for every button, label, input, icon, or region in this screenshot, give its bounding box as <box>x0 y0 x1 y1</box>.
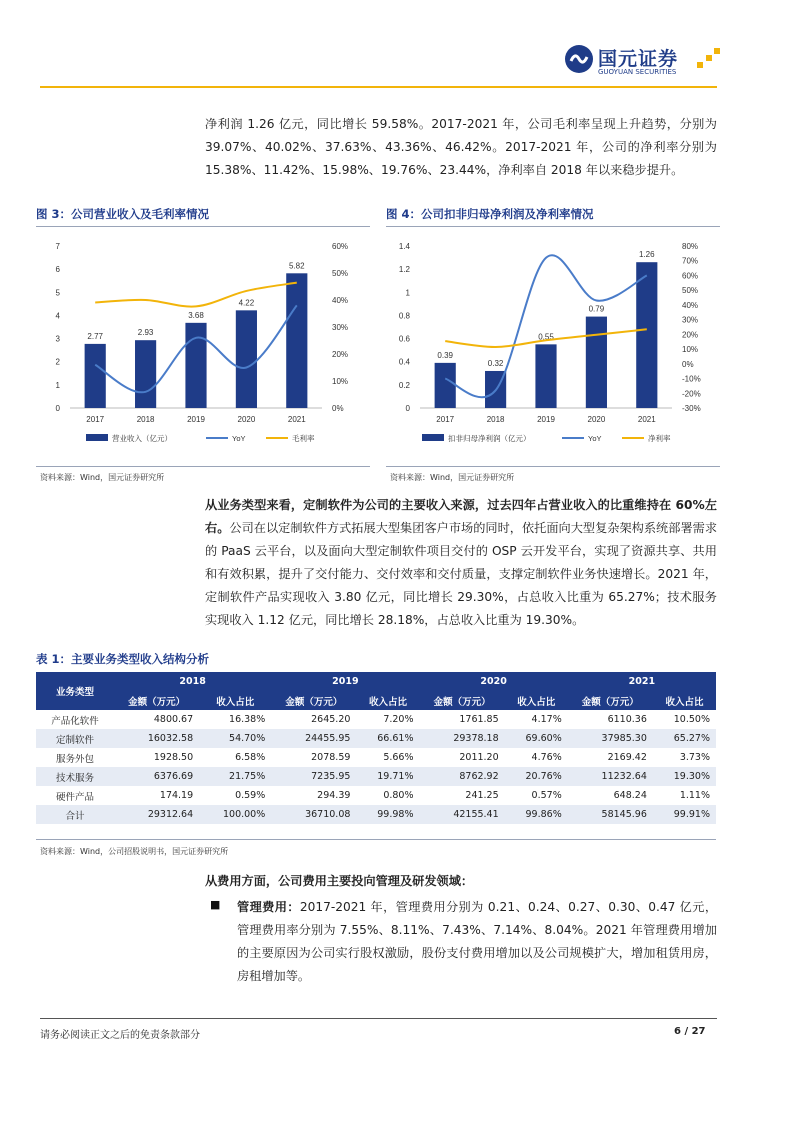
y2-tick-label: 20% <box>682 330 699 340</box>
table-cell: 29312.64 <box>114 805 199 824</box>
bar-data-label: 0.32 <box>487 358 504 368</box>
table-year-header: 2018 <box>114 672 271 691</box>
bar <box>535 344 556 408</box>
y-tick-label: 7 <box>55 242 60 251</box>
table-cell: 16.38% <box>229 714 266 725</box>
y2-tick-label: 50% <box>332 269 349 278</box>
expense-bullet-text <box>237 896 717 988</box>
legend-yoy-label: YoY <box>588 434 602 443</box>
table-row-label: 服务外包 <box>55 753 94 765</box>
y2-tick-label: 10% <box>682 345 699 355</box>
y2-tick-label: 80% <box>682 242 699 251</box>
bar-data-label: 0.39 <box>437 350 453 360</box>
y-tick-label: 0 <box>405 404 410 413</box>
bullet-square-icon: ■ <box>210 898 221 911</box>
table-cell: 7.20% <box>383 714 414 725</box>
table-cell: 2645.20 <box>311 714 351 725</box>
bar <box>135 340 156 408</box>
table-cell: 99.86% <box>505 805 568 824</box>
figure3-title-rule <box>36 226 370 227</box>
legend-margin-label: 毛利率 <box>292 434 315 443</box>
table-row-label: 定制软件 <box>36 729 114 748</box>
table-cell: 58145.96 <box>568 805 653 824</box>
legend-bar-label: 扣非归母净利润（亿元） <box>448 434 531 443</box>
figure3-source: 资料来源：Wind，国元证券研究所 <box>40 473 165 482</box>
legend-margin-label: 净利率 <box>648 434 671 443</box>
page-number: 6 / 27 <box>674 1026 706 1037</box>
bar-data-label: 2.93 <box>137 328 154 338</box>
table1-bottom-rule <box>36 839 716 840</box>
table-row-label: 合计 <box>36 805 114 824</box>
bar <box>85 344 106 408</box>
table-cell: 4.17% <box>531 714 562 725</box>
y-tick-label: 1.4 <box>398 242 410 251</box>
figure3-bottom-rule <box>36 466 370 467</box>
table-row <box>36 805 716 824</box>
header <box>0 0 793 90</box>
table-subheader: 收入占比 <box>199 691 271 710</box>
header-rule <box>40 86 717 88</box>
table-cell: 36710.08 <box>271 805 356 824</box>
y2-tick-label: 10% <box>332 377 349 386</box>
logo-icon <box>564 44 594 74</box>
table-row-label: 硬件产品 <box>55 791 94 803</box>
y-tick-label: 6 <box>55 265 60 275</box>
table-cell: 2078.59 <box>311 752 351 763</box>
table-subheader: 收入占比 <box>653 691 716 710</box>
table-cell: 174.19 <box>159 790 194 801</box>
legend-bar-swatch <box>86 434 108 441</box>
table-cell: 6110.36 <box>607 714 647 725</box>
y-tick-label: 1 <box>405 288 410 298</box>
figure4-bottom-rule <box>386 466 720 467</box>
x-tick-label: 2021 <box>287 415 306 424</box>
table-cell: 7235.95 <box>271 767 356 786</box>
y-tick-label: 3 <box>55 334 60 344</box>
table-subheader: 金额（万元） <box>568 691 653 710</box>
y2-tick-label: 40% <box>682 300 699 310</box>
y-tick-label: 0.8 <box>398 311 410 321</box>
table-cell: 5.66% <box>383 752 414 763</box>
y-tick-label: 0 <box>55 404 60 413</box>
figure4-source: 资料来源：Wind，国元证券研究所 <box>390 473 515 482</box>
bar <box>586 317 607 408</box>
table-row-label: 技术服务 <box>36 767 114 786</box>
bar-data-label: 1.26 <box>639 250 655 260</box>
bar-data-label: 0.55 <box>538 332 554 342</box>
table-cell: 66.61% <box>356 729 419 748</box>
table-corner-header: 业务类型 <box>36 672 114 710</box>
bar <box>636 262 657 408</box>
table-cell: 19.71% <box>356 767 419 786</box>
y-tick-label: 0.2 <box>398 380 410 390</box>
y2-tick-label: 0% <box>332 404 344 413</box>
x-tick-label: 2019 <box>187 415 205 424</box>
business-paragraph-bold: 从业务类型来看，定制软件为公司的主要收入来源，过去四年占营业收入的比重维持在 60%左右。 <box>205 498 717 535</box>
table-cell: 16032.58 <box>114 729 199 748</box>
y-tick-label: 1 <box>55 380 60 390</box>
x-tick-label: 2019 <box>537 415 555 424</box>
table-cell: 4800.67 <box>153 714 194 725</box>
table1-source: 资料来源：Wind，公司招股说明书，国元证券研究所 <box>40 847 229 856</box>
business-paragraph-text: 公司在以定制软件方式拓展大型集团客户市场的同时，依托面向大型复杂架构系统部署需求的 PaaS 云平台，以及面向大型定制软件项目交付的 OSP 云开发平台，实现了资源共享、共用和有效积累，提升了交付能力、交付效率和交付质量，支撑定制软件业务快速增长。2021 年，定制软件产品实现收入 3.80 亿元，同比增长 29.30%，占总收入比重为 65.27%；技术服务实现收入 1.12 亿元，同比增长 28.18%，占总收入比重为 19.30%。 <box>205 521 718 627</box>
margin-series-line <box>95 283 297 307</box>
table-year-header: 2019 <box>271 672 419 691</box>
table-subheader: 金额（万元） <box>420 691 505 710</box>
y2-tick-label: 30% <box>682 315 699 325</box>
figure4-title-rule <box>386 226 720 227</box>
intro-paragraph: 净利润 1.26 亿元，同比增长 59.58%。2017-2021 年，公司毛利率呈现上升趋势，分别为 39.07%、40.02%、37.63%、43.36%、46.42%。2017-2021 年，公司的净利率分别为 15.38%、11.42%、15.98%、19.76%、23.44%，净利率自 2018 年以来稳步提升。 <box>205 117 717 177</box>
x-tick-label: 2021 <box>637 415 656 424</box>
table-cell: 0.59% <box>235 790 266 801</box>
table-cell: 99.91% <box>653 805 716 824</box>
table1-title: 表 1：主要业务类型收入结构分析 <box>36 652 210 666</box>
business-revenue-table <box>36 672 716 824</box>
bar <box>236 310 257 408</box>
table-cell: 0.80% <box>383 790 414 801</box>
y2-tick-label: 0% <box>682 359 694 369</box>
y2-tick-label: 40% <box>332 296 349 305</box>
y2-tick-label: 60% <box>682 271 699 281</box>
expense-bullet-body: 2017-2021 年，管理费用分别为 0.21、0.24、0.27、0.30、0.47 亿元，管理费用率分别为 7.55%、8.11%、7.43%、7.14%、8.04%。2021 年管理费用增加的主要原因为公司实行股权激励，股份支付费用增加以及公司规模扩大，增加租赁用房，房租增加等。 <box>237 900 718 983</box>
y-tick-label: 1.2 <box>398 265 410 275</box>
bar-data-label: 0.79 <box>588 304 605 314</box>
table-cell: 2011.20 <box>459 752 499 763</box>
bar <box>185 323 206 408</box>
y2-tick-label: -10% <box>682 374 701 384</box>
table-cell: 3.73% <box>679 752 710 763</box>
table-row <box>36 729 716 748</box>
y-tick-label: 0.6 <box>398 334 410 344</box>
table-cell: 21.75% <box>199 767 271 786</box>
table-subheader: 收入占比 <box>505 691 568 710</box>
table-cell: 294.39 <box>317 790 351 801</box>
figure4-title: 图 4：公司扣非归母净利润及净利率情况 <box>386 207 594 221</box>
bar-data-label: 5.82 <box>289 261 305 271</box>
y2-tick-label: -30% <box>682 404 701 413</box>
y2-tick-label: 70% <box>682 256 699 266</box>
legend-yoy-label: YoY <box>232 434 246 443</box>
table-subheader: 收入占比 <box>356 691 419 710</box>
expense-heading: 从费用方面，公司费用主要投向管理及研发领域： <box>205 874 474 888</box>
table-cell: 99.98% <box>356 805 419 824</box>
table-cell: 19.30% <box>653 767 716 786</box>
brand-name-cn: 国元证券 <box>598 48 679 70</box>
y-tick-label: 5 <box>55 288 60 298</box>
x-tick-label: 2020 <box>237 415 256 424</box>
bar-data-label: 4.22 <box>238 298 255 308</box>
table-row <box>36 767 716 786</box>
table-cell: 11232.64 <box>568 767 653 786</box>
y2-tick-label: -20% <box>682 389 701 399</box>
table-row <box>36 710 716 729</box>
table-cell: 6.58% <box>235 752 266 763</box>
table-cell: 0.57% <box>531 790 562 801</box>
table-year-header: 2021 <box>568 672 716 691</box>
table-cell: 8762.92 <box>420 767 505 786</box>
table-subheader: 金额（万元） <box>114 691 199 710</box>
table-row <box>36 786 716 805</box>
table-subheader: 金额（万元） <box>271 691 356 710</box>
x-tick-label: 2017 <box>436 415 455 424</box>
table-cell: 100.00% <box>199 805 271 824</box>
table-cell: 37985.30 <box>568 729 653 748</box>
business-paragraph <box>205 494 717 632</box>
table-cell: 6376.69 <box>114 767 199 786</box>
table-cell: 4.76% <box>531 752 562 763</box>
table-cell: 10.50% <box>673 714 710 725</box>
y2-tick-label: 20% <box>332 350 349 359</box>
legend-bar-label: 营业收入（亿元） <box>112 434 172 443</box>
table-cell: 241.25 <box>465 790 499 801</box>
table-cell: 2169.42 <box>607 752 647 763</box>
y-tick-label: 0.4 <box>398 357 410 367</box>
bar-data-label: 2.77 <box>87 331 103 341</box>
table-cell: 1.11% <box>679 790 710 801</box>
y2-tick-label: 50% <box>682 286 699 296</box>
expense-bullet-bold: 管理费用： <box>237 900 300 914</box>
table-cell: 648.24 <box>613 790 647 801</box>
figure3-title: 图 3：公司营业收入及毛利率情况 <box>36 207 210 221</box>
table-year-header: 2020 <box>420 672 568 691</box>
brand-accent-icon <box>697 48 721 72</box>
figure3-chart <box>36 232 370 458</box>
legend-bar-swatch <box>422 434 444 441</box>
table-cell: 69.60% <box>505 729 568 748</box>
footer-disclaimer: 请务必阅读正文之后的免责条款部分 <box>40 1030 200 1041</box>
table-cell: 42155.41 <box>420 805 505 824</box>
table-cell: 54.70% <box>199 729 271 748</box>
y-tick-label: 4 <box>55 311 60 321</box>
x-tick-label: 2020 <box>587 415 606 424</box>
bar-data-label: 3.68 <box>188 310 204 320</box>
figure4-chart <box>386 232 720 458</box>
x-tick-label: 2018 <box>486 415 505 424</box>
x-tick-label: 2018 <box>136 415 155 424</box>
bar <box>435 363 456 408</box>
table-cell: 65.27% <box>653 729 716 748</box>
x-tick-label: 2017 <box>86 415 105 424</box>
y-tick-label: 2 <box>55 357 60 367</box>
y2-tick-label: 30% <box>332 323 349 332</box>
footer-rule <box>40 1018 717 1019</box>
table-cell: 1928.50 <box>153 752 194 763</box>
table-cell: 24455.95 <box>271 729 356 748</box>
table-row <box>36 748 716 767</box>
brand-name-en: GUOYUAN SECURITIES <box>598 68 677 76</box>
table-row-label: 产品化软件 <box>51 715 99 727</box>
table-cell: 1761.85 <box>459 714 499 725</box>
table-cell: 20.76% <box>505 767 568 786</box>
table-cell: 29378.18 <box>420 729 505 748</box>
bar <box>286 273 307 408</box>
y2-tick-label: 60% <box>332 242 349 251</box>
